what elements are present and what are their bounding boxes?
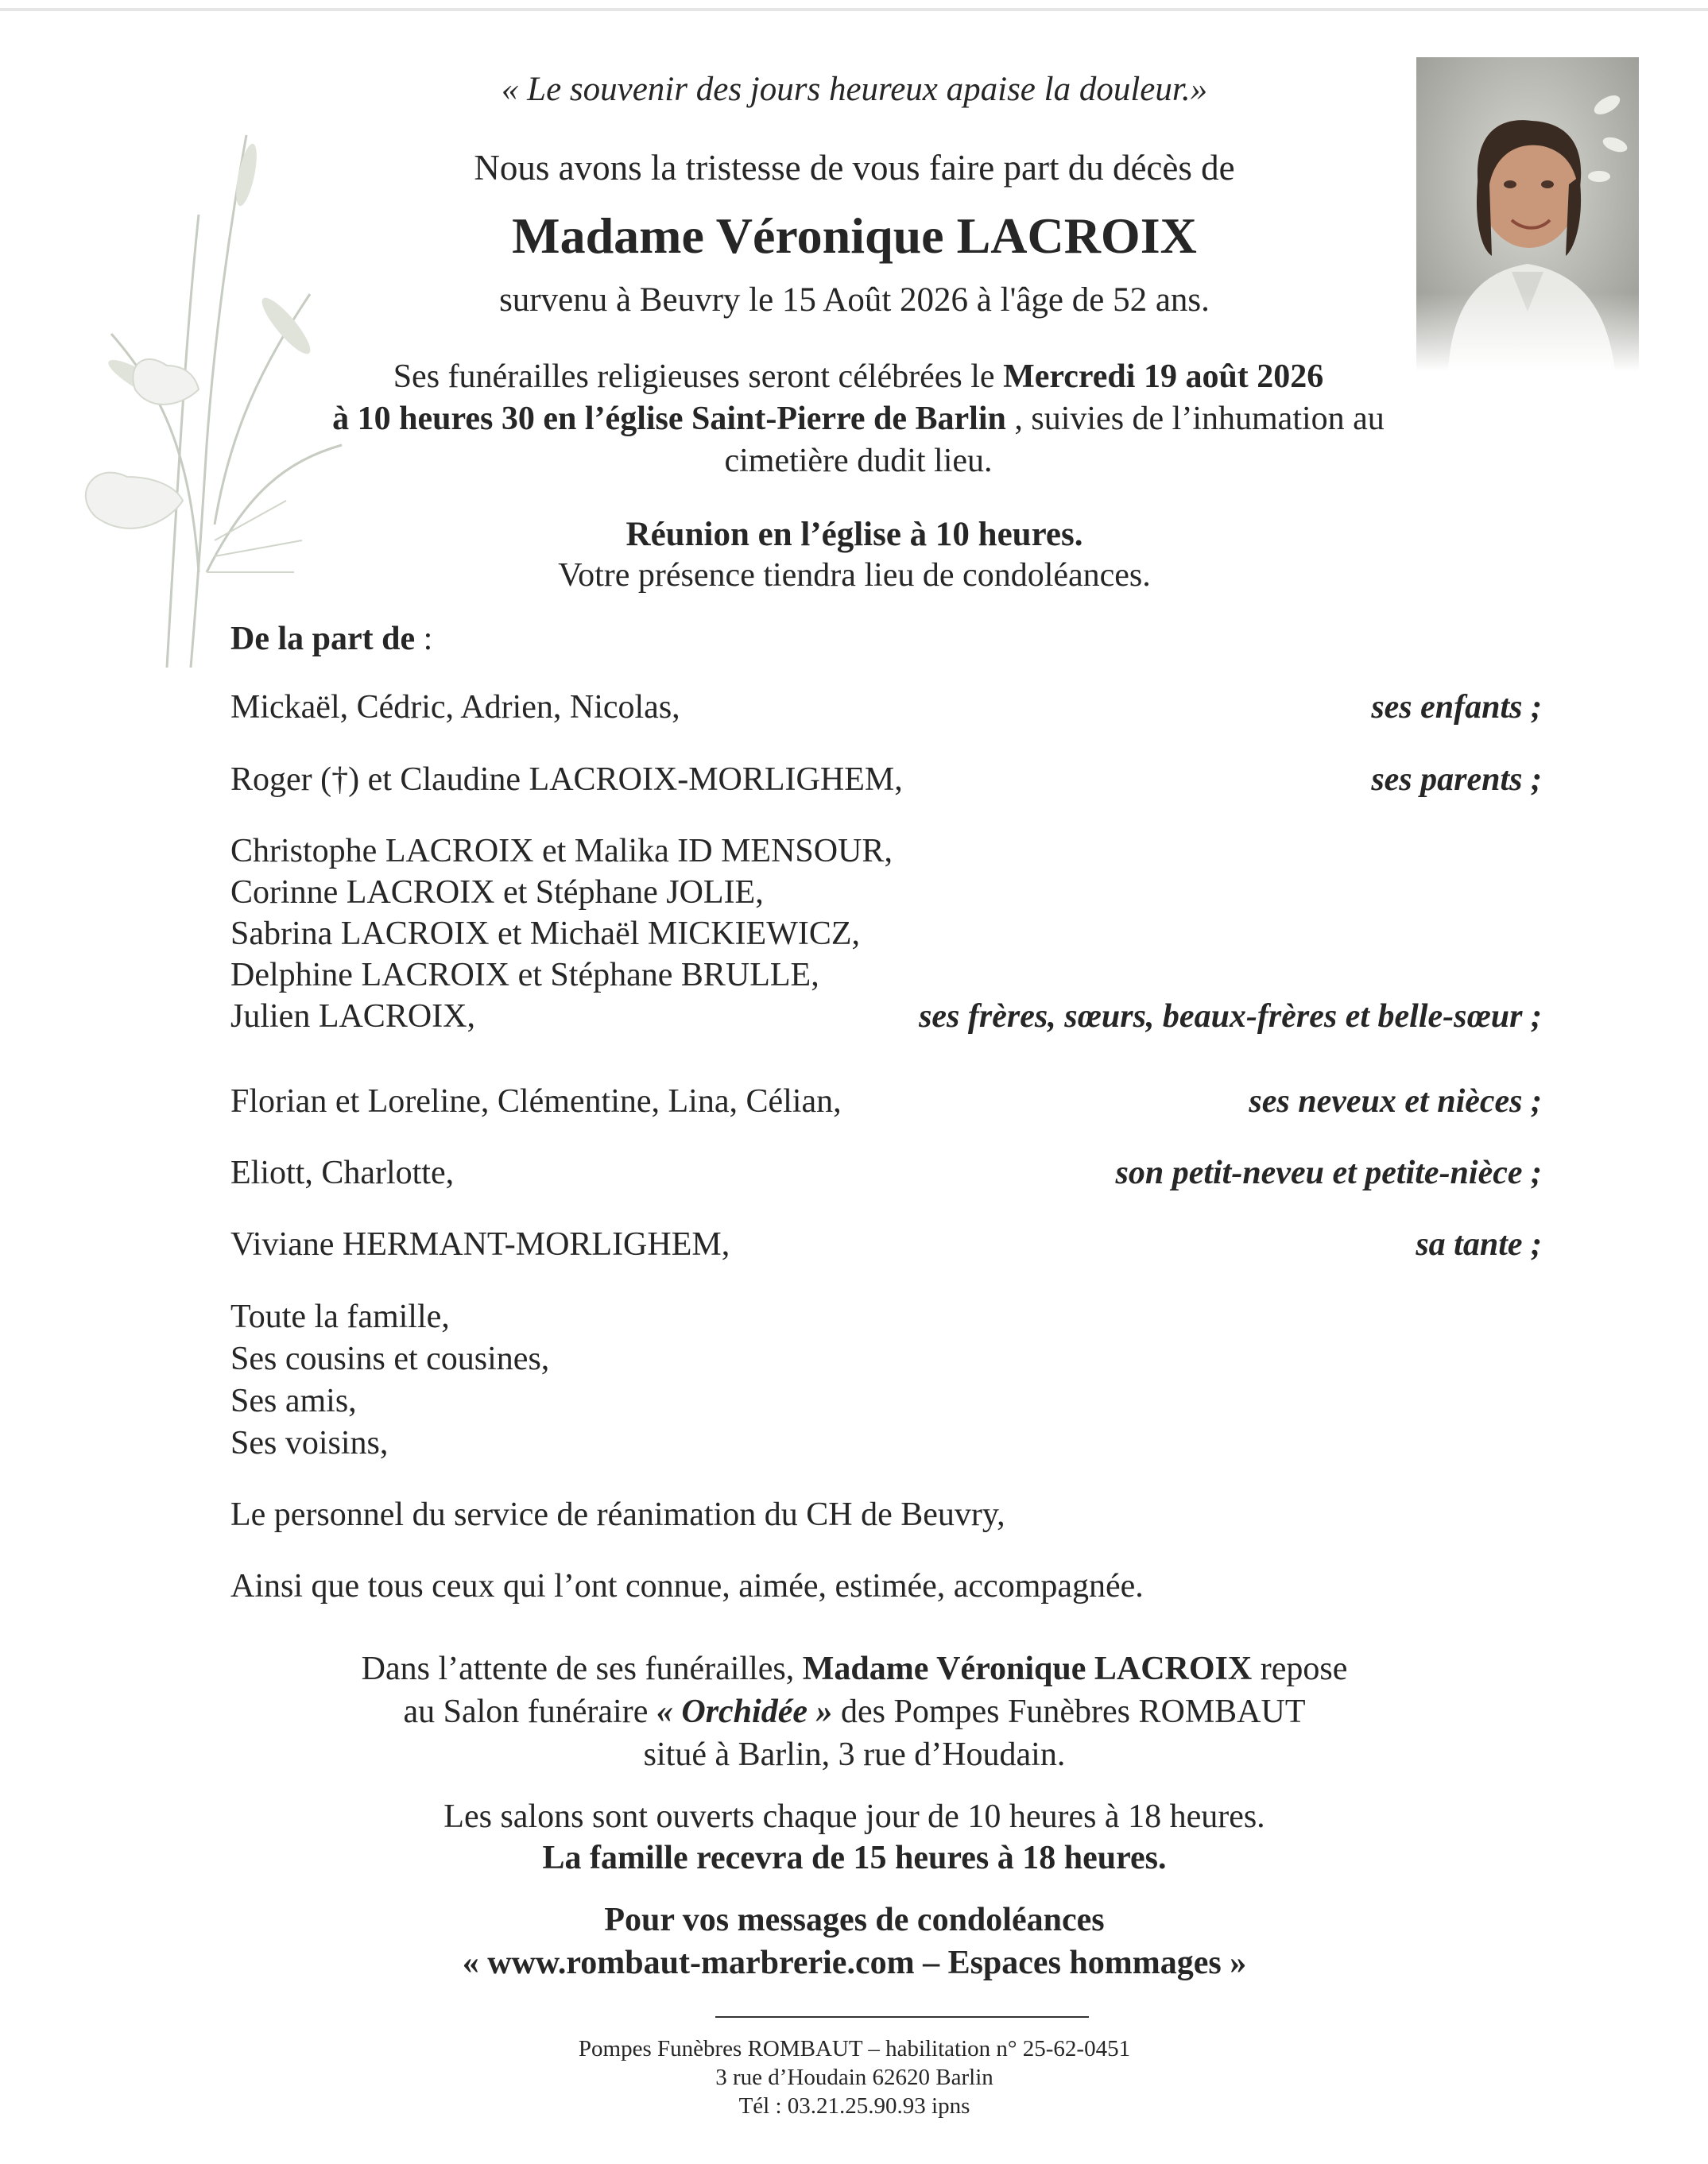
family-names: Corinne LACROIX et Stéphane JOLIE, [230, 874, 764, 911]
family-names: Eliott, Charlotte, [230, 1155, 455, 1191]
family-line: Ses cousins et cousines, [230, 1341, 550, 1377]
family-relation: sa tante ; [1416, 1226, 1542, 1263]
family-row [230, 1225, 1542, 1267]
family-row [230, 761, 1542, 802]
condolences-heading: Pour vos messages de condoléances [604, 1902, 1105, 1938]
de-la-part-de-label: De la part de : [230, 621, 433, 657]
salons-hours: Les salons sont ouverts chaque jour de 10 heures à 18 heures. [443, 1798, 1265, 1835]
family-relation: son petit-neveu et petite-nièce ; [1115, 1155, 1542, 1191]
family-names: Sabrina LACROIX et Michaël MICKIEWICZ, [230, 916, 860, 952]
family-relation: ses neveux et nièces ; [1249, 1083, 1542, 1120]
family-reception-hours: La famille recevra de 15 heures à 18 heures. [542, 1840, 1167, 1876]
funeral-line-1: Ses funérailles religieuses seront célébrées le Mercredi 19 août 2026 [393, 358, 1324, 395]
family-line: Ses voisins, [230, 1425, 389, 1461]
family-names: Viviane HERMANT-MORLIGHEM, [230, 1226, 730, 1263]
family-names: Florian et Loreline, Clémentine, Lina, Célian, [230, 1083, 842, 1120]
footer-separator [715, 2016, 1089, 2018]
family-relation: ses parents ; [1371, 761, 1542, 798]
family-row [230, 1154, 1542, 1195]
family-line: Ses amis, [230, 1383, 357, 1419]
family-names: Roger (†) et Claudine LACROIX-MORLIGHEM, [230, 761, 903, 798]
death-details: survenu à Beuvry le 15 Août 2026 à l'âge de 52 ans. [499, 281, 1210, 319]
repose-line-1: Dans l’attente de ses funérailles, Madame Véronique LACROIX repose [361, 1651, 1348, 1687]
reunion-notice: Réunion en l’église à 10 heures. [625, 516, 1083, 553]
personnel-line: Le personnel du service de réanimation du CH de Beuvry, [230, 1496, 1005, 1533]
announcement-intro: Nous avons la tristesse de vous faire part du décès de [474, 148, 1235, 188]
family-row [230, 688, 1542, 730]
family-relation: ses frères, sœurs, beaux-frères et belle-sœur ; [919, 998, 1542, 1035]
memorial-quote: « Le souvenir des jours heureux apaise la douleur.» [501, 71, 1208, 108]
funeral-line-2: à 10 heures 30 en l’église Saint-Pierre de Barlin , suivies de l’inhumation au [332, 401, 1385, 437]
acknowledgement-line: Ainsi que tous ceux qui l’ont connue, aimée, estimée, accompagnée. [230, 1568, 1144, 1605]
family-row [230, 997, 1542, 1039]
family-names: Delphine LACROIX et Stéphane BRULLE, [230, 957, 819, 993]
family-line: Toute la famille, [230, 1299, 450, 1335]
family-relation: ses enfants ; [1371, 689, 1542, 726]
repose-line-2: au Salon funéraire « Orchidée » des Pompes Funèbres ROMBAUT [403, 1694, 1306, 1730]
repose-line-3: situé à Barlin, 3 rue d’Houdain. [643, 1736, 1066, 1773]
footer-address: 3 rue d’Houdain 62620 Barlin [715, 2065, 993, 2090]
condolences-website: « www.rombaut-marbrerie.com – Espaces hommages » [462, 1945, 1247, 1981]
family-row [230, 1082, 1542, 1124]
presence-notice: Votre présence tiendra lieu de condoléances. [558, 557, 1151, 594]
footer-phone: Tél : 03.21.25.90.93 ipns [738, 2093, 970, 2119]
footer-company: Pompes Funèbres ROMBAUT – habilitation n° 25-62-0451 [578, 2036, 1131, 2061]
family-names: Christophe LACROIX et Malika ID MENSOUR, [230, 833, 893, 869]
deceased-name: Madame Véronique LACROIX [512, 207, 1197, 264]
top-border [0, 8, 1708, 11]
family-names: Julien LACROIX, [230, 998, 475, 1035]
family-names: Mickaël, Cédric, Adrien, Nicolas, [230, 689, 680, 726]
funeral-line-3: cimetière dudit lieu. [724, 443, 993, 479]
